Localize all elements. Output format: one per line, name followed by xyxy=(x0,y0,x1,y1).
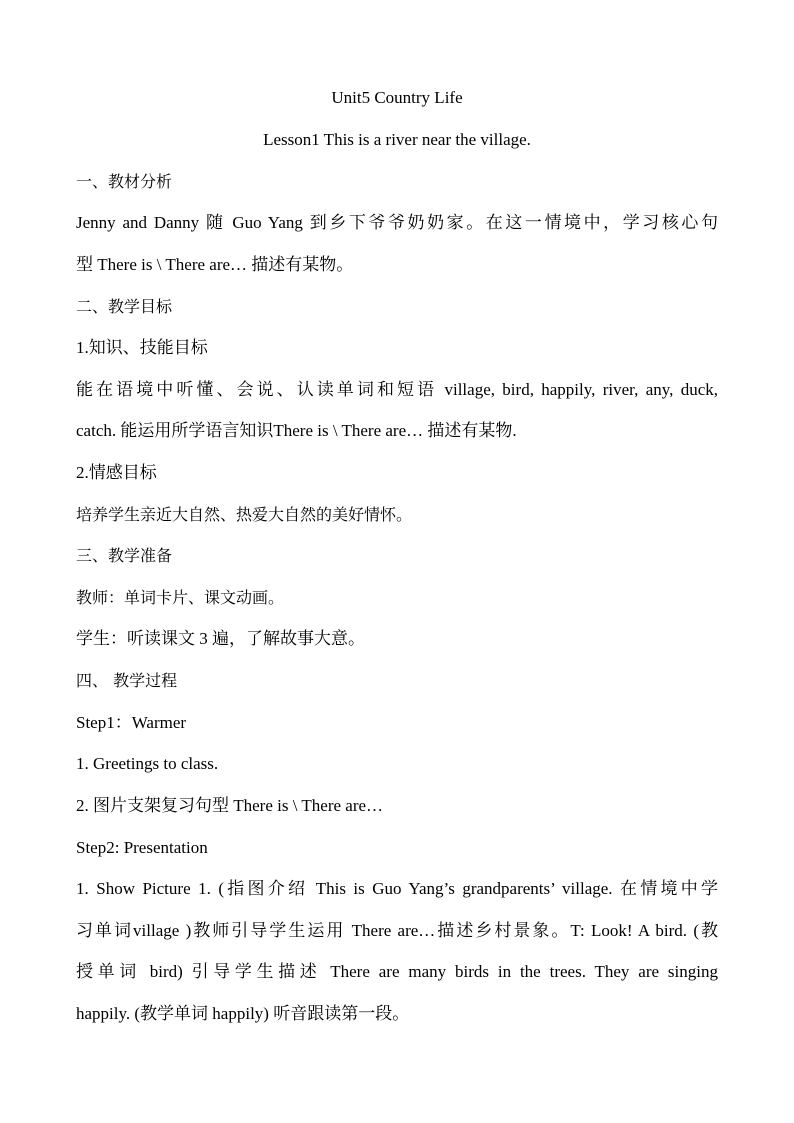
section-heading: 三、教学准备 xyxy=(76,546,173,565)
body-line: Jenny and Danny 随 Guo Yang 到乡下爷爷奶奶家。在这一情境中，学习核心句 xyxy=(76,213,718,232)
body-line: catch. 能运用所学语言知识There is \ There are… 描述有某物. xyxy=(76,421,517,440)
section-heading: 一、教材分析 xyxy=(76,172,173,191)
body-line: 教师：单词卡片、课文动画。 xyxy=(76,588,285,607)
body-line: 习单词village )教师引导学生运用 There are…描述乡村景象。T: Look! A bird. (教 xyxy=(76,921,718,940)
section-heading: 二、教学目标 xyxy=(76,297,173,316)
list-item: 2. 图片支架复习句型 There is \ There are… xyxy=(76,796,384,815)
unit-title: Unit5 Country Life xyxy=(331,88,463,107)
subsection-heading: 2.情感目标 xyxy=(76,463,157,482)
subsection-heading: 1.知识、技能目标 xyxy=(76,338,208,357)
body-line: 学生：听读课文 3 遍，了解故事大意。 xyxy=(76,629,365,648)
body-line: 培养学生亲近大自然、热爱大自然的美好情怀。 xyxy=(76,505,413,524)
step-heading: Step2: Presentation xyxy=(76,838,208,857)
step-heading: Step1：Warmer xyxy=(76,713,187,732)
body-line: 能在语境中听懂、会说、认读单词和短语 village, bird, happily, river, any, duck, xyxy=(76,380,718,399)
lesson-title: Lesson1 This is a river near the village. xyxy=(263,130,531,149)
body-line: 授单词 bird) 引导学生描述 There are many birds in the trees. They are singing xyxy=(76,962,718,981)
section-heading: 四、 教学过程 xyxy=(76,671,178,690)
list-item: 1. Greetings to class. xyxy=(76,754,219,773)
body-line: 型 There is \ There are… 描述有某物。 xyxy=(76,255,354,274)
body-line: happily. (教学单词 happily) 听音跟读第一段。 xyxy=(76,1004,410,1023)
body-line: 1. Show Picture 1. (指图介绍 This is Guo Yang’s grandparents’ village. 在情境中学 xyxy=(76,879,718,898)
